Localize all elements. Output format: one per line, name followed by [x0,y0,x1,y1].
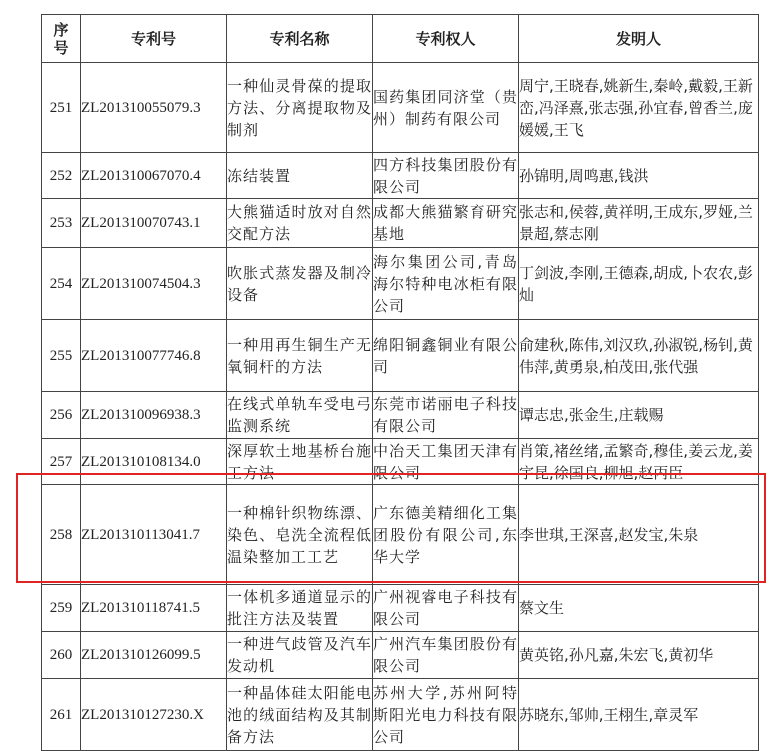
row-inventors: 俞建秋,陈伟,刘汉玖,孙淑锐,杨钊,黄伟萍,黄勇泉,柏茂田,张代强 [519,320,759,392]
row-patent-name: 大熊猫适时放对自然交配方法 [227,199,373,248]
row-patent-name: 吹胀式蒸发器及制冷设备 [227,248,373,320]
row-no: 259 [42,585,81,632]
table-row [42,153,759,199]
table-row [42,248,759,320]
header-patentee: 专利权人 [373,15,519,63]
table-row [42,63,759,153]
row-patent-no: ZL201310067070.4 [81,153,227,199]
header-patent-no: 专利号 [81,15,227,63]
row-patent-no: ZL201310127230.X [81,679,227,751]
row-inventors: 张志和,侯蓉,黄祥明,王成东,罗娅,兰景超,蔡志刚 [519,199,759,248]
row-patent-name: 一种用再生铜生产无氧铜杆的方法 [227,320,373,392]
row-no: 260 [42,632,81,679]
row-patent-no: ZL201310096938.3 [81,392,227,439]
row-patent-no: ZL201310077746.8 [81,320,227,392]
row-patent-no: ZL201310074504.3 [81,248,227,320]
row-no: 253 [42,199,81,248]
table-row [42,679,759,751]
row-inventors: 谭志忠,张金生,庄载赐 [519,392,759,439]
row-patent-no: ZL201310070743.1 [81,199,227,248]
header-patent-name: 专利名称 [227,15,373,63]
header-seq [42,15,81,63]
patent-table [41,14,759,751]
row-patentee: 四方科技集团股份有限公司 [373,153,519,199]
row-patentee: 广东德美精细化工集团股份有限公司,东华大学 [373,485,519,585]
table-row [42,439,759,485]
row-patentee: 苏州大学,苏州阿特斯阳光电力科技有限公司 [373,679,519,751]
row-patentee: 海尔集团公司,青岛海尔特种电冰柜有限公司 [373,248,519,320]
row-patent-no: ZL201310108134.0 [81,439,227,485]
row-patentee: 广州视睿电子科技有限公司 [373,585,519,632]
row-no: 256 [42,392,81,439]
row-inventors: 蔡文生 [519,585,759,632]
header-inventor: 发明人 [519,15,759,63]
table-row [42,199,759,248]
row-patent-name: 冻结装置 [227,153,373,199]
row-no: 255 [42,320,81,392]
table-row [42,392,759,439]
row-inventors: 肖策,褚丝绪,孟繁奇,穆佳,姜云龙,姜宇昆,徐国良,柳旭,赵丙臣 [519,439,759,485]
row-no: 261 [42,679,81,751]
row-inventors: 丁剑波,李刚,王德森,胡成,卜农农,彭灿 [519,248,759,320]
table-row [42,585,759,632]
row-inventors: 周宁,王晓春,姚新生,秦岭,戴毅,王新峦,冯泽熹,张志强,孙宜春,曾香兰,庞媛媛,王飞 [519,63,759,153]
header-seq-line1: 序 [53,20,69,39]
row-patent-no: ZL201310118741.5 [81,585,227,632]
row-no: 258 [42,485,81,585]
table-row [42,485,759,585]
row-patent-name: 在线式单轨车受电弓监测系统 [227,392,373,439]
row-inventors: 黄英铭,孙凡嘉,朱宏飞,黄初华 [519,632,759,679]
row-no: 251 [42,63,81,153]
row-patent-no: ZL201310055079.3 [81,63,227,153]
row-no: 254 [42,248,81,320]
row-inventors: 孙锦明,周鸣惠,钱洪 [519,153,759,199]
row-patent-name: 一种进气歧管及汽车发动机 [227,632,373,679]
row-patent-name: 一种晶体硅太阳能电池的绒面结构及其制备方法 [227,679,373,751]
row-patent-name: 一种棉针织物练漂、染色、皂洗全流程低温染整加工工艺 [227,485,373,585]
row-patent-name: 深厚软土地基桥台施工方法 [227,439,373,485]
table-header-row [42,15,759,63]
row-patent-name: 一种仙灵骨葆的提取方法、分离提取物及制剂 [227,63,373,153]
row-inventors: 苏晓东,邹帅,王栩生,章灵军 [519,679,759,751]
row-patentee: 中冶天工集团天津有限公司 [373,439,519,485]
row-patentee: 国药集团同济堂（贵州）制药有限公司 [373,63,519,153]
table-row [42,320,759,392]
row-patentee: 绵阳铜鑫铜业有限公司 [373,320,519,392]
row-patentee: 东莞市诺丽电子科技有限公司 [373,392,519,439]
row-no: 257 [42,439,81,485]
row-patent-no: ZL201310126099.5 [81,632,227,679]
header-seq-line2: 号 [53,38,69,57]
row-no: 252 [42,153,81,199]
row-patentee: 广州汽车集团股份有限公司 [373,632,519,679]
row-patent-no: ZL201310113041.7 [81,485,227,585]
row-patent-name: 一体机多通道显示的批注方法及装置 [227,585,373,632]
row-inventors: 李世琪,王深喜,赵发宝,朱泉 [519,485,759,585]
row-patentee: 成都大熊猫繁育研究基地 [373,199,519,248]
table-row [42,632,759,679]
